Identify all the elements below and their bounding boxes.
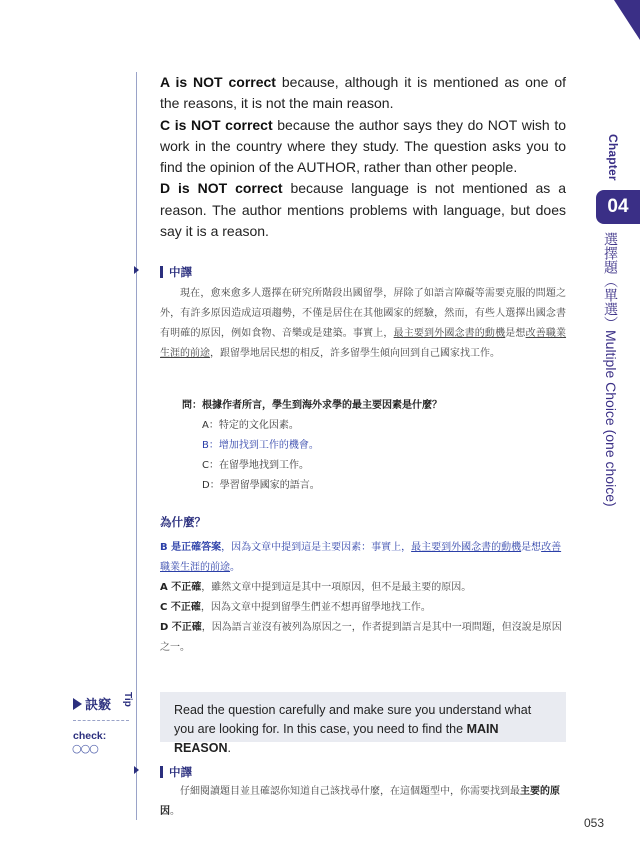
translation-heading-text: 中譯 (169, 765, 192, 779)
answer-c (160, 598, 566, 618)
answer-b-text: 。 (230, 562, 240, 573)
translation-paragraph (160, 284, 566, 364)
tip-translation-bold: 主要 (520, 786, 540, 797)
d-verdict: D is NOT correct (160, 180, 283, 197)
c-reason: because the author says they do NOT wish to work in the country where they study. The question asks you to find the opinion of the AUTHOR, rather than other people. (160, 116, 566, 176)
c-verdict: C is NOT correct (160, 116, 273, 133)
tip-divider (73, 720, 129, 721)
underlined-phrase: 最主要到外國念書的動機 (411, 542, 522, 553)
answer-b-text: 是想 (521, 542, 542, 553)
tip-text: . (227, 741, 231, 755)
underlined-phrase: 改善職業生涯的前途 (160, 542, 562, 573)
translation-heading-text: 中譯 (169, 265, 192, 279)
why-title: 為什麼？ (160, 515, 206, 529)
english-explanation (160, 72, 566, 242)
tip-translation-bold: 的原因 (160, 786, 560, 817)
answer-b (160, 538, 566, 578)
d-reason: because language is not mentioned as a reason. The author mentions problems with language, but does say it is a reason. (160, 180, 566, 240)
option-c: C：在留學地找到工作。 (202, 460, 309, 471)
tip-label-en: Tip (122, 692, 133, 707)
check-label: check: (73, 730, 107, 742)
underlined-phrase: 最主要到外國念書的動機 (393, 328, 506, 339)
answer-explanation (160, 538, 566, 658)
check-circles-icon: ○○○ (72, 742, 98, 755)
underlined-phrase: 改善職業生涯的前途 (160, 328, 567, 359)
heading-bar (160, 266, 163, 278)
tip-translation-text: 。 (170, 806, 180, 817)
option-d: D：學習留學國家的語言。 (202, 480, 320, 491)
margin-arrow (134, 766, 139, 774)
chapter-tab-corner (592, 0, 640, 128)
chapter-title: 選擇題（單選）Multiple Choice (one choice) (603, 232, 619, 507)
tip-translation-text: 仔細閱讀題目並且確認你知道自己該找尋什麼，在這個題型中，你需要找到最 (180, 786, 520, 797)
option-a: A：特定的文化因素。 (202, 420, 299, 431)
translation-heading (160, 264, 192, 280)
answer-b-text: ，因為文章中提到這是主要因素：事實上， (221, 542, 412, 553)
chapter-label: Chapter (606, 134, 620, 181)
option-b: B：增加找到工作的機會。 (202, 440, 319, 451)
answer-d-text: ，因為語言並沒有被列為原因之一，作者提到語言是其中一項問題，但沒說是原因之一。 (160, 622, 562, 653)
answer-c-text: ，因為文章中提到留學生們並不想再留學地找工作。 (200, 602, 431, 613)
answer-b-verdict: B 是正確答案 (160, 542, 222, 553)
page-number: 053 (584, 816, 605, 830)
tip-label (73, 694, 111, 713)
heading-bar (160, 766, 163, 778)
translation-text: 現在，愈來愈多人選擇在研究所階段出國留學，屏除了如語言障礙等需要克服的問題之外，有許多原因造成這項趨勢，不僅是居住在其他國家的經驗，然而，有些人選擇出國念書有明確的原因，例如食物、音樂或是建築。事實上， (160, 288, 566, 339)
tip-text: Read the question carefully and make sure you understand what you are looking for. In this case, you need to find the (174, 703, 532, 736)
answer-c-verdict: C 不正確 (160, 602, 201, 613)
margin-rule (136, 72, 137, 820)
translation-heading (160, 764, 192, 780)
answer-d (160, 618, 566, 658)
tip-box (160, 692, 566, 755)
tip-text-bold: MAIN REASON (174, 722, 499, 755)
chapter-number: 04 (596, 190, 640, 224)
triangle-icon (73, 698, 82, 710)
translation-text: 是想 (505, 328, 526, 339)
tip-label-text: 訣竅 (85, 698, 112, 713)
question-block (182, 396, 442, 496)
answer-a-text: ，雖然文章中提到這是其中一項原因，但不是最主要的原因。 (201, 582, 472, 593)
tip-translation (160, 782, 566, 822)
answer-a (160, 578, 566, 598)
question-text: 問：根據作者所言，學生到海外求學的最主要因素是什麼？ (182, 400, 442, 411)
margin-arrow (134, 266, 139, 274)
answer-d-verdict: D 不正確 (160, 622, 202, 633)
translation-text: ，跟留學地居民想的相反，許多留學生傾向回到自己國家找工作。 (210, 348, 500, 359)
a-reason: because, although it is mentioned as one of the reasons, it is not the main reason. (160, 74, 566, 112)
answer-a-verdict: A 不正確 (160, 582, 202, 593)
a-verdict: A is NOT correct (160, 74, 276, 90)
